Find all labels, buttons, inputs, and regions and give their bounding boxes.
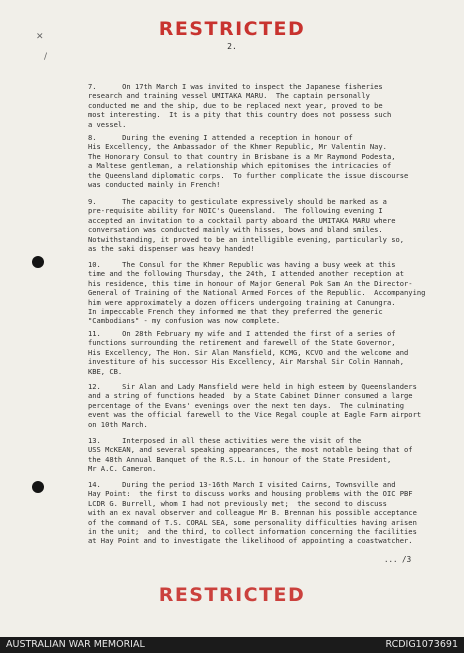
page-number: 2. [227,42,237,51]
margin-pencil-mark: / [44,52,48,62]
paragraph-8: 8. During the evening I attended a reception in honour of His Excellency, the Ambassador of the Khmer Republic, Mr Valentin Nay. The Honorary Consul to that country in Brisbane is a Mr Raymond Podesta, a Maltese gentleman, a relationship which epitomises the intricacies of the Queensland diplomatic corps. To further complicate the issue discourse was conducted mainly in French! [88,133,409,190]
punch-hole-upper [32,256,44,268]
archive-name: AUSTRALIAN WAR MEMORIAL [6,639,145,650]
punch-hole-lower [32,481,44,493]
restricted-stamp-bottom: RESTRICTED [158,584,306,606]
archive-record-id: RCDIG1073691 [385,639,458,650]
margin-tick-mark: ✕ [36,32,44,42]
paragraph-7: 7. On 17th March I was invited to inspect the Japanese fisheries research and training vessel UMITAKA MARU. The captain personally conducted me and the ship, due to be replaced next year, proved to be most interesting. It is a pity that this country does not possess such a vessel. [88,82,392,129]
paragraph-10: 10. The Consul for the Khmer Republic was having a busy week at this time and the following Thursday, the 24th, I attended another reception at his residence, this time in honour of Major General Pok Sam An the Director- General of Training of the National Armed Forces of the Republic. Accompanying him were approximately a dozen officers undergoing training at Canungra. In impeccable French they informed me that they preferred the generic "Cambodians" - my confusion was now complete. [88,260,426,326]
paragraph-12: 12. Sir Alan and Lady Mansfield were held in high esteem by Queenslanders and a string of functions headed by a State Cabinet Dinner consumed a large percentage of the Evans' evenings over the next ten days. The culminating event was the official farewell to the Vice Regal couple at Eagle Farm airport on 10th March. [88,382,422,429]
archive-footer [0,637,464,653]
continuation-marker: ... /3 [384,555,412,564]
paragraph-9: 9. The capacity to gesticulate expressively should be marked as a pre-requisite ability for NOIC's Queensland. The following evening I accepted an invitation to a cocktail party aboard the UMITAKA MARU where conversation was conducted mainly with hisses, bows and bland smiles. Notwithstanding, it proved to be an intelligible evening, particularly so, as the saki dispenser was heavy handed! [88,197,405,254]
paragraph-13: 13. Interposed in all these activities were the visit of the USS McKEAN, and several speaking appearances, the most notable being that of the 48th Annual Banquet of the R.S.L. in honour of the State President, Mr A.C. Cameron. [88,436,413,474]
paragraph-11: 11. On 28th February my wife and I attended the first of a series of functions surrounding the retirement and farewell of the State Governor, His Excellency, The Hon. Sir Alan Mansfield, KCMG, KCVO and the welcome and investiture of his successor His Excellency, Air Marshal Sir Colin Hannah, KBE, CB. [88,329,409,376]
restricted-stamp-top: RESTRICTED [158,18,306,40]
paragraph-14: 14. During the period 13-16th March I visited Cairns, Townsville and Hay Point: the first to discuss works and housing problems with the OIC PBF LCDR G. Burrell, whom I had not previously met; the second to discuss with an ex naval observer and colleague Mr B. Brennan his possible acceptance of the command of T.S. CORAL SEA, some personality difficulties having arisen in the unit; and the third, to collect information concerning the facilities at Hay Point and to investigate the likelihood of appointing a coastwatcher. [88,480,417,546]
